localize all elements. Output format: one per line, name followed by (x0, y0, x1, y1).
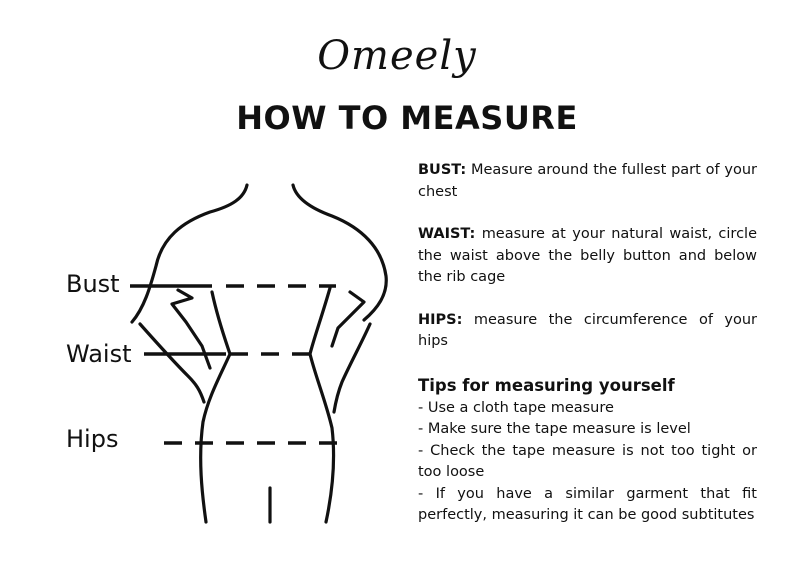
right-arm-outline (293, 185, 386, 320)
measure-instructions (418, 160, 757, 527)
right-torso-outline (310, 288, 334, 522)
hips-label: Hips (66, 425, 119, 453)
bust-label: Bust (66, 270, 120, 298)
hips-term: HIPS: (418, 311, 463, 328)
waist-description: measure at your natural waist, circle the waist above the belly button and below the rib cage (418, 226, 757, 285)
tips-heading: Tips for measuring yourself (418, 375, 675, 395)
right-hand-outline (332, 292, 364, 346)
hips-description: measure the circumference of your hips (418, 311, 758, 349)
waist-instruction (418, 224, 757, 289)
left-arm-outline (132, 185, 247, 322)
bust-description: Measure around the fullest part of your chest (418, 162, 758, 200)
brand-logo: Omeely (317, 33, 477, 79)
bust-instruction (418, 160, 757, 203)
bust-term: BUST: (418, 162, 467, 178)
body-diagram (60, 170, 410, 530)
hips-instruction (418, 310, 757, 353)
body-outline-svg (60, 170, 410, 530)
list-item: - Make sure the tape measure is level (418, 421, 691, 437)
list-item: - Use a cloth tape measure (418, 399, 614, 416)
left-torso-outline (201, 292, 230, 522)
left-hand-outline (172, 290, 210, 368)
tips-list (418, 398, 757, 527)
page-title: HOW TO MEASURE (236, 99, 578, 137)
waist-term: WAIST: (418, 226, 476, 242)
right-inner-arm-outline (334, 324, 370, 412)
list-item: - Check the tape measure is not too tight or too loose (418, 442, 757, 480)
list-item: - If you have a similar garment that fit perfectly, measuring it can be good subtitutes (418, 485, 757, 523)
waist-label: Waist (66, 340, 132, 368)
